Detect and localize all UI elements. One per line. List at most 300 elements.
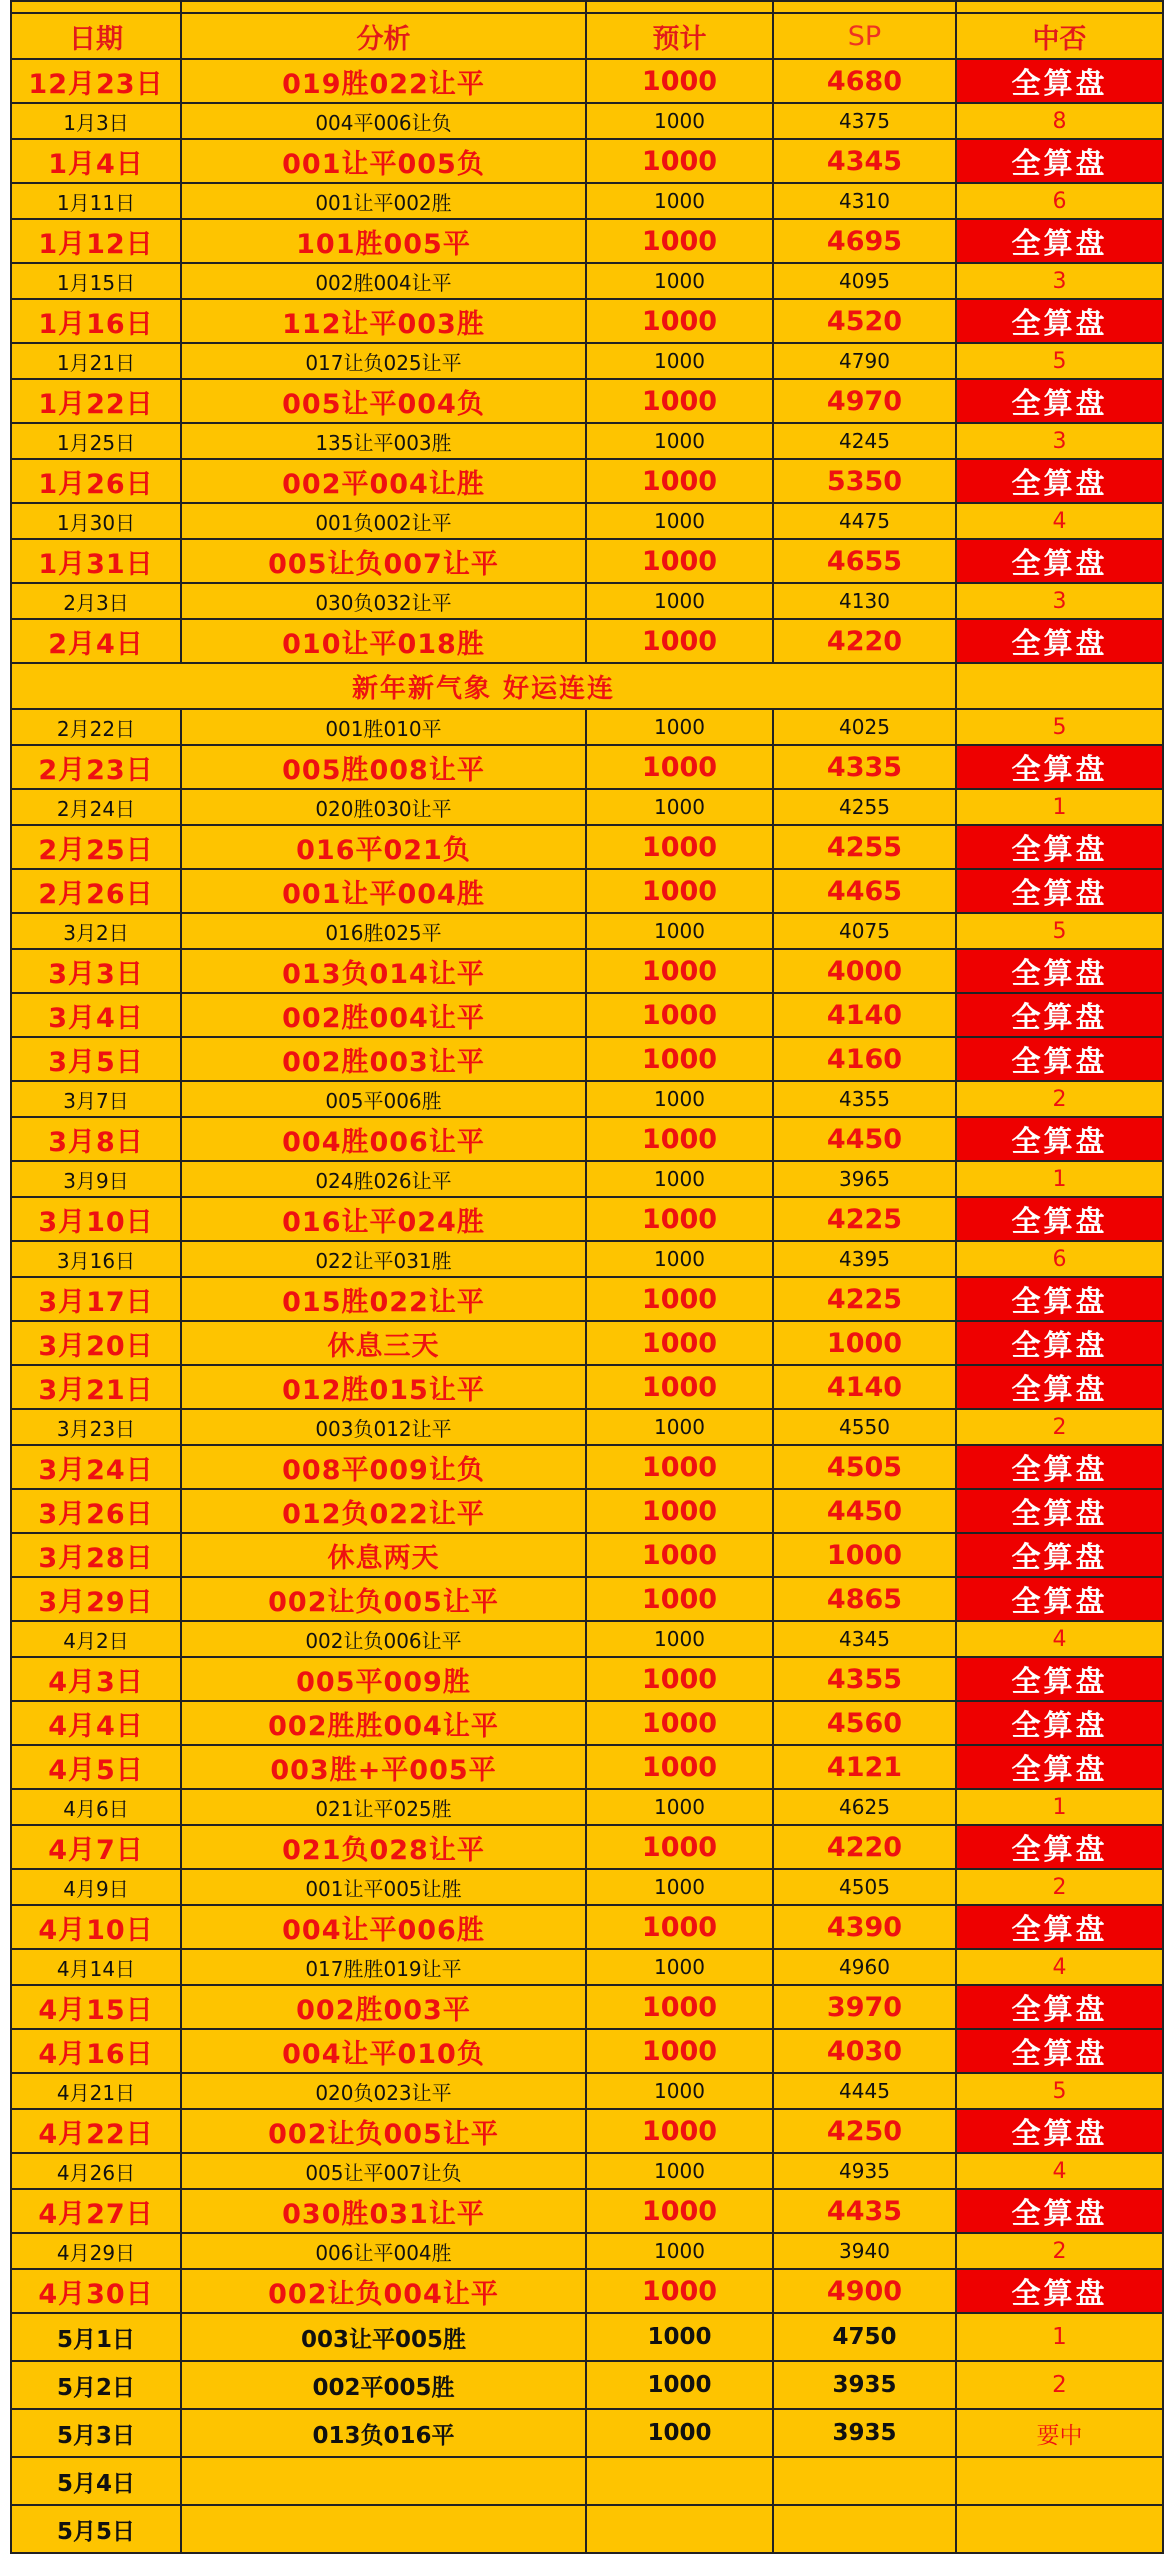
row-analysis: 012胜015让平 — [181, 1365, 586, 1409]
table-row — [11, 583, 1163, 619]
row-result: 全算盘 — [956, 1445, 1163, 1489]
row-result: 6 — [956, 183, 1163, 219]
row-result: 1 — [956, 2313, 1163, 2361]
row-date: 3月2日 — [11, 913, 181, 949]
row-forecast: 1000 — [586, 1197, 773, 1241]
row-sp: 4505 — [773, 1445, 956, 1489]
table-row — [11, 1657, 1163, 1701]
row-forecast: 1000 — [586, 619, 773, 663]
row-forecast: 1000 — [586, 1445, 773, 1489]
banner-blank-cell — [956, 663, 1163, 709]
row-date: 3月24日 — [11, 1445, 181, 1489]
row-forecast: 1000 — [586, 1161, 773, 1197]
row-date: 4月3日 — [11, 1657, 181, 1701]
table-row — [11, 2361, 1163, 2409]
row-sp: 3940 — [773, 2233, 956, 2269]
row-forecast: 1000 — [586, 1701, 773, 1745]
row-sp: 4345 — [773, 139, 956, 183]
row-sp: 4310 — [773, 183, 956, 219]
row-forecast: 1000 — [586, 263, 773, 299]
table-row — [11, 2109, 1163, 2153]
row-sp: 4505 — [773, 1869, 956, 1905]
row-forecast: 1000 — [586, 2361, 773, 2409]
row-forecast: 1000 — [586, 1949, 773, 1985]
row-forecast: 1000 — [586, 2109, 773, 2153]
row-date: 3月4日 — [11, 993, 181, 1037]
row-analysis: 019胜022让平 — [181, 59, 586, 103]
row-date: 5月1日 — [11, 2313, 181, 2361]
row-result: 全算盘 — [956, 379, 1163, 423]
row-sp: 4560 — [773, 1701, 956, 1745]
table-row — [11, 1365, 1163, 1409]
table-row — [11, 1577, 1163, 1621]
row-sp: 4750 — [773, 2313, 956, 2361]
row-sp: 4225 — [773, 1197, 956, 1241]
row-forecast: 1000 — [586, 1905, 773, 1949]
row-analysis: 022让平031胜 — [181, 1241, 586, 1277]
table-row — [11, 263, 1163, 299]
row-analysis: 002胜004让平 — [181, 993, 586, 1037]
row-forecast — [586, 2457, 773, 2505]
row-forecast: 1000 — [586, 423, 773, 459]
table-row — [11, 2029, 1163, 2073]
header-date: 日期 — [11, 13, 181, 59]
table-row — [11, 1985, 1163, 2029]
row-sp — [773, 2457, 956, 2505]
row-sp: 4435 — [773, 2189, 956, 2233]
row-result: 全算盘 — [956, 2189, 1163, 2233]
row-sp: 4900 — [773, 2269, 956, 2313]
table-row — [11, 745, 1163, 789]
row-analysis: 008平009让负 — [181, 1445, 586, 1489]
row-result: 全算盘 — [956, 59, 1163, 103]
row-analysis: 002平004让胜 — [181, 459, 586, 503]
row-result: 全算盘 — [956, 1745, 1163, 1789]
row-date: 1月31日 — [11, 539, 181, 583]
row-date: 1月12日 — [11, 219, 181, 263]
row-forecast: 1000 — [586, 2233, 773, 2269]
row-forecast: 1000 — [586, 1117, 773, 1161]
row-forecast: 1000 — [586, 869, 773, 913]
row-forecast: 1000 — [586, 1621, 773, 1657]
row-result: 1 — [956, 789, 1163, 825]
row-date: 3月28日 — [11, 1533, 181, 1577]
record-sheet — [10, 0, 1162, 2550]
table-row — [11, 913, 1163, 949]
row-date: 5月4日 — [11, 2457, 181, 2505]
row-forecast: 1000 — [586, 709, 773, 745]
row-forecast: 1000 — [586, 1657, 773, 1701]
row-date: 4月27日 — [11, 2189, 181, 2233]
row-sp: 4025 — [773, 709, 956, 745]
table-row — [11, 1081, 1163, 1117]
row-result: 全算盘 — [956, 1321, 1163, 1365]
row-date: 4月30日 — [11, 2269, 181, 2313]
row-result: 2 — [956, 2233, 1163, 2269]
table-row — [11, 1241, 1163, 1277]
header-analysis: 分析 — [181, 13, 586, 59]
row-sp: 4355 — [773, 1081, 956, 1117]
row-sp: 4225 — [773, 1277, 956, 1321]
row-forecast: 1000 — [586, 583, 773, 619]
row-sp: 1000 — [773, 1321, 956, 1365]
row-result: 4 — [956, 1621, 1163, 1657]
row-analysis: 002胜003平 — [181, 1985, 586, 2029]
row-forecast: 1000 — [586, 1533, 773, 1577]
table-row — [11, 1161, 1163, 1197]
row-analysis — [181, 2457, 586, 2505]
row-result: 6 — [956, 1241, 1163, 1277]
row-date: 5月5日 — [11, 2505, 181, 2553]
table-row — [11, 1409, 1163, 1445]
row-date: 3月7日 — [11, 1081, 181, 1117]
row-analysis: 005让负007让平 — [181, 539, 586, 583]
row-sp: 4790 — [773, 343, 956, 379]
row-sp: 4255 — [773, 825, 956, 869]
row-forecast: 1000 — [586, 1277, 773, 1321]
row-analysis: 017让负025让平 — [181, 343, 586, 379]
row-date: 1月15日 — [11, 263, 181, 299]
row-result: 全算盘 — [956, 745, 1163, 789]
row-sp: 4245 — [773, 423, 956, 459]
table-row — [11, 1825, 1163, 1869]
table-row — [11, 1949, 1163, 1985]
row-forecast: 1000 — [586, 2073, 773, 2109]
row-sp: 4140 — [773, 993, 956, 1037]
row-date: 4月16日 — [11, 2029, 181, 2073]
table-row — [11, 949, 1163, 993]
table-row — [11, 2189, 1163, 2233]
row-sp: 4130 — [773, 583, 956, 619]
row-forecast: 1000 — [586, 1081, 773, 1117]
row-analysis: 001让平005负 — [181, 139, 586, 183]
row-sp: 1000 — [773, 1533, 956, 1577]
row-date: 4月4日 — [11, 1701, 181, 1745]
row-forecast: 1000 — [586, 745, 773, 789]
table-row — [11, 299, 1163, 343]
row-date: 1月30日 — [11, 503, 181, 539]
row-date: 3月21日 — [11, 1365, 181, 1409]
row-analysis: 015胜022让平 — [181, 1277, 586, 1321]
row-analysis: 005让平004负 — [181, 379, 586, 423]
row-date: 4月22日 — [11, 2109, 181, 2153]
row-analysis: 017胜胜019让平 — [181, 1949, 586, 1985]
row-forecast: 1000 — [586, 2269, 773, 2313]
row-analysis: 004胜006让平 — [181, 1117, 586, 1161]
table-row — [11, 1533, 1163, 1577]
row-date: 4月7日 — [11, 1825, 181, 1869]
row-analysis — [181, 2505, 586, 2553]
row-sp: 4255 — [773, 789, 956, 825]
row-date: 2月26日 — [11, 869, 181, 913]
row-result: 全算盘 — [956, 139, 1163, 183]
top-strip-row — [11, 1, 1163, 13]
table-row — [11, 2313, 1163, 2361]
row-analysis: 002让负006让平 — [181, 1621, 586, 1657]
row-analysis: 005平009胜 — [181, 1657, 586, 1701]
row-date: 1月21日 — [11, 343, 181, 379]
row-result: 全算盘 — [956, 1701, 1163, 1745]
row-result: 要中 — [956, 2409, 1163, 2457]
row-date: 2月25日 — [11, 825, 181, 869]
row-sp: 3965 — [773, 1161, 956, 1197]
row-result: 2 — [956, 1869, 1163, 1905]
row-sp: 4520 — [773, 299, 956, 343]
row-result: 1 — [956, 1161, 1163, 1197]
row-analysis: 001负002让平 — [181, 503, 586, 539]
row-date: 4月21日 — [11, 2073, 181, 2109]
table-row — [11, 1321, 1163, 1365]
row-date: 2月3日 — [11, 583, 181, 619]
row-forecast: 1000 — [586, 1321, 773, 1365]
row-sp: 3935 — [773, 2361, 956, 2409]
table-row — [11, 2505, 1163, 2553]
row-date: 4月9日 — [11, 1869, 181, 1905]
row-result: 全算盘 — [956, 299, 1163, 343]
row-analysis: 003胜+平005平 — [181, 1745, 586, 1789]
row-analysis: 013负014让平 — [181, 949, 586, 993]
row-sp: 4475 — [773, 503, 956, 539]
row-result: 4 — [956, 1949, 1163, 1985]
row-result: 全算盘 — [956, 1037, 1163, 1081]
table-row — [11, 539, 1163, 583]
row-result: 全算盘 — [956, 1365, 1163, 1409]
row-sp: 3970 — [773, 1985, 956, 2029]
row-result: 全算盘 — [956, 1197, 1163, 1241]
row-result: 全算盘 — [956, 825, 1163, 869]
row-forecast: 1000 — [586, 1985, 773, 2029]
row-sp: 4465 — [773, 869, 956, 913]
row-sp: 4220 — [773, 1825, 956, 1869]
row-analysis: 101胜005平 — [181, 219, 586, 263]
table-row — [11, 183, 1163, 219]
table-row — [11, 459, 1163, 503]
table-row — [11, 1445, 1163, 1489]
row-analysis: 020负023让平 — [181, 2073, 586, 2109]
row-sp: 4445 — [773, 2073, 956, 2109]
row-result: 2 — [956, 1409, 1163, 1445]
row-date: 4月10日 — [11, 1905, 181, 1949]
row-date: 4月29日 — [11, 2233, 181, 2269]
row-date: 3月23日 — [11, 1409, 181, 1445]
table-row — [11, 2409, 1163, 2457]
row-forecast: 1000 — [586, 825, 773, 869]
table-row — [11, 379, 1163, 423]
table-row — [11, 343, 1163, 379]
row-date: 3月9日 — [11, 1161, 181, 1197]
row-result: 全算盘 — [956, 949, 1163, 993]
row-sp: 3935 — [773, 2409, 956, 2457]
row-analysis: 休息两天 — [181, 1533, 586, 1577]
row-forecast: 1000 — [586, 993, 773, 1037]
row-forecast: 1000 — [586, 1745, 773, 1789]
row-sp: 4250 — [773, 2109, 956, 2153]
row-date: 1月25日 — [11, 423, 181, 459]
row-analysis: 024胜026让平 — [181, 1161, 586, 1197]
table-row — [11, 1489, 1163, 1533]
table-row — [11, 103, 1163, 139]
results-table — [10, 0, 1164, 2554]
row-analysis: 005平006胜 — [181, 1081, 586, 1117]
table-row — [11, 503, 1163, 539]
table-row — [11, 1621, 1163, 1657]
table-row — [11, 709, 1163, 745]
row-result: 全算盘 — [956, 1489, 1163, 1533]
row-date: 2月23日 — [11, 745, 181, 789]
row-result: 5 — [956, 709, 1163, 745]
table-row — [11, 1197, 1163, 1241]
row-result: 全算盘 — [956, 1577, 1163, 1621]
row-analysis: 005胜008让平 — [181, 745, 586, 789]
row-result: 全算盘 — [956, 219, 1163, 263]
header-forecast: 预计 — [586, 13, 773, 59]
row-result — [956, 2457, 1163, 2505]
header-result: 中否 — [956, 13, 1163, 59]
row-analysis: 112让平003胜 — [181, 299, 586, 343]
header-row — [11, 13, 1163, 59]
row-forecast: 1000 — [586, 139, 773, 183]
table-row — [11, 789, 1163, 825]
row-date: 3月16日 — [11, 1241, 181, 1277]
banner-row — [11, 663, 1163, 709]
row-date: 3月20日 — [11, 1321, 181, 1365]
table-row — [11, 1701, 1163, 1745]
row-result — [956, 2505, 1163, 2553]
row-date: 12月23日 — [11, 59, 181, 103]
row-result: 5 — [956, 913, 1163, 949]
row-forecast — [586, 2505, 773, 2553]
row-date: 5月2日 — [11, 2361, 181, 2409]
table-row — [11, 1789, 1163, 1825]
row-date: 4月15日 — [11, 1985, 181, 2029]
row-analysis: 003负012让平 — [181, 1409, 586, 1445]
row-sp: 4095 — [773, 263, 956, 299]
header-sp: SP — [773, 13, 956, 59]
row-forecast: 1000 — [586, 343, 773, 379]
row-sp: 4960 — [773, 1949, 956, 1985]
row-sp: 4395 — [773, 1241, 956, 1277]
banner-text: 新年新气象 好运连连 — [11, 663, 956, 709]
row-forecast: 1000 — [586, 1789, 773, 1825]
row-date: 3月3日 — [11, 949, 181, 993]
row-analysis: 016平021负 — [181, 825, 586, 869]
table-row — [11, 59, 1163, 103]
row-date: 1月4日 — [11, 139, 181, 183]
row-forecast: 1000 — [586, 183, 773, 219]
row-sp: 4695 — [773, 219, 956, 263]
row-sp: 4121 — [773, 1745, 956, 1789]
row-result: 全算盘 — [956, 1657, 1163, 1701]
row-forecast: 1000 — [586, 2313, 773, 2361]
row-sp: 4075 — [773, 913, 956, 949]
row-analysis: 030负032让平 — [181, 583, 586, 619]
table-row — [11, 1745, 1163, 1789]
row-sp: 4550 — [773, 1409, 956, 1445]
row-result: 全算盘 — [956, 1985, 1163, 2029]
row-analysis: 020胜030让平 — [181, 789, 586, 825]
table-row — [11, 2073, 1163, 2109]
row-result: 全算盘 — [956, 1277, 1163, 1321]
row-forecast: 1000 — [586, 103, 773, 139]
table-row — [11, 2153, 1163, 2189]
table-row — [11, 1037, 1163, 1081]
row-sp: 4160 — [773, 1037, 956, 1081]
row-result: 4 — [956, 2153, 1163, 2189]
row-result: 2 — [956, 1081, 1163, 1117]
row-analysis: 002让负004让平 — [181, 2269, 586, 2313]
row-result: 全算盘 — [956, 539, 1163, 583]
row-forecast: 1000 — [586, 219, 773, 263]
row-forecast: 1000 — [586, 379, 773, 423]
row-analysis: 010让平018胜 — [181, 619, 586, 663]
row-date: 2月4日 — [11, 619, 181, 663]
row-forecast: 1000 — [586, 539, 773, 583]
table-row — [11, 2233, 1163, 2269]
row-date: 1月22日 — [11, 379, 181, 423]
row-forecast: 1000 — [586, 2029, 773, 2073]
row-forecast: 1000 — [586, 299, 773, 343]
row-date: 3月26日 — [11, 1489, 181, 1533]
row-date: 5月3日 — [11, 2409, 181, 2457]
row-analysis: 002让负005让平 — [181, 1577, 586, 1621]
row-date: 3月8日 — [11, 1117, 181, 1161]
row-result: 2 — [956, 2361, 1163, 2409]
row-analysis: 002胜胜004让平 — [181, 1701, 586, 1745]
row-result: 全算盘 — [956, 1905, 1163, 1949]
row-analysis: 休息三天 — [181, 1321, 586, 1365]
row-date: 4月6日 — [11, 1789, 181, 1825]
row-forecast: 1000 — [586, 1037, 773, 1081]
row-analysis: 001让平004胜 — [181, 869, 586, 913]
row-analysis: 021负028让平 — [181, 1825, 586, 1869]
row-analysis: 004平006让负 — [181, 103, 586, 139]
row-sp: 4935 — [773, 2153, 956, 2189]
row-date: 1月3日 — [11, 103, 181, 139]
row-result: 8 — [956, 103, 1163, 139]
row-analysis: 005让平007让负 — [181, 2153, 586, 2189]
row-analysis: 001让平005让胜 — [181, 1869, 586, 1905]
row-sp: 4865 — [773, 1577, 956, 1621]
row-forecast: 1000 — [586, 1825, 773, 1869]
row-sp: 4680 — [773, 59, 956, 103]
row-analysis: 006让平004胜 — [181, 2233, 586, 2269]
row-forecast: 1000 — [586, 913, 773, 949]
row-date: 4月26日 — [11, 2153, 181, 2189]
row-forecast: 1000 — [586, 459, 773, 503]
row-sp: 4345 — [773, 1621, 956, 1657]
row-result: 全算盘 — [956, 993, 1163, 1037]
row-sp: 4335 — [773, 745, 956, 789]
row-sp: 4390 — [773, 1905, 956, 1949]
row-sp: 4000 — [773, 949, 956, 993]
row-forecast: 1000 — [586, 2189, 773, 2233]
row-forecast: 1000 — [586, 1409, 773, 1445]
row-sp: 4450 — [773, 1117, 956, 1161]
row-result: 全算盘 — [956, 869, 1163, 913]
row-analysis: 135让平003胜 — [181, 423, 586, 459]
row-sp: 4030 — [773, 2029, 956, 2073]
row-analysis: 016胜025平 — [181, 913, 586, 949]
row-sp: 4450 — [773, 1489, 956, 1533]
table-row — [11, 619, 1163, 663]
table-row — [11, 1905, 1163, 1949]
row-date: 2月24日 — [11, 789, 181, 825]
row-analysis: 004让平006胜 — [181, 1905, 586, 1949]
row-date: 4月14日 — [11, 1949, 181, 1985]
table-row — [11, 1277, 1163, 1321]
row-result: 1 — [956, 1789, 1163, 1825]
table-row — [11, 2457, 1163, 2505]
